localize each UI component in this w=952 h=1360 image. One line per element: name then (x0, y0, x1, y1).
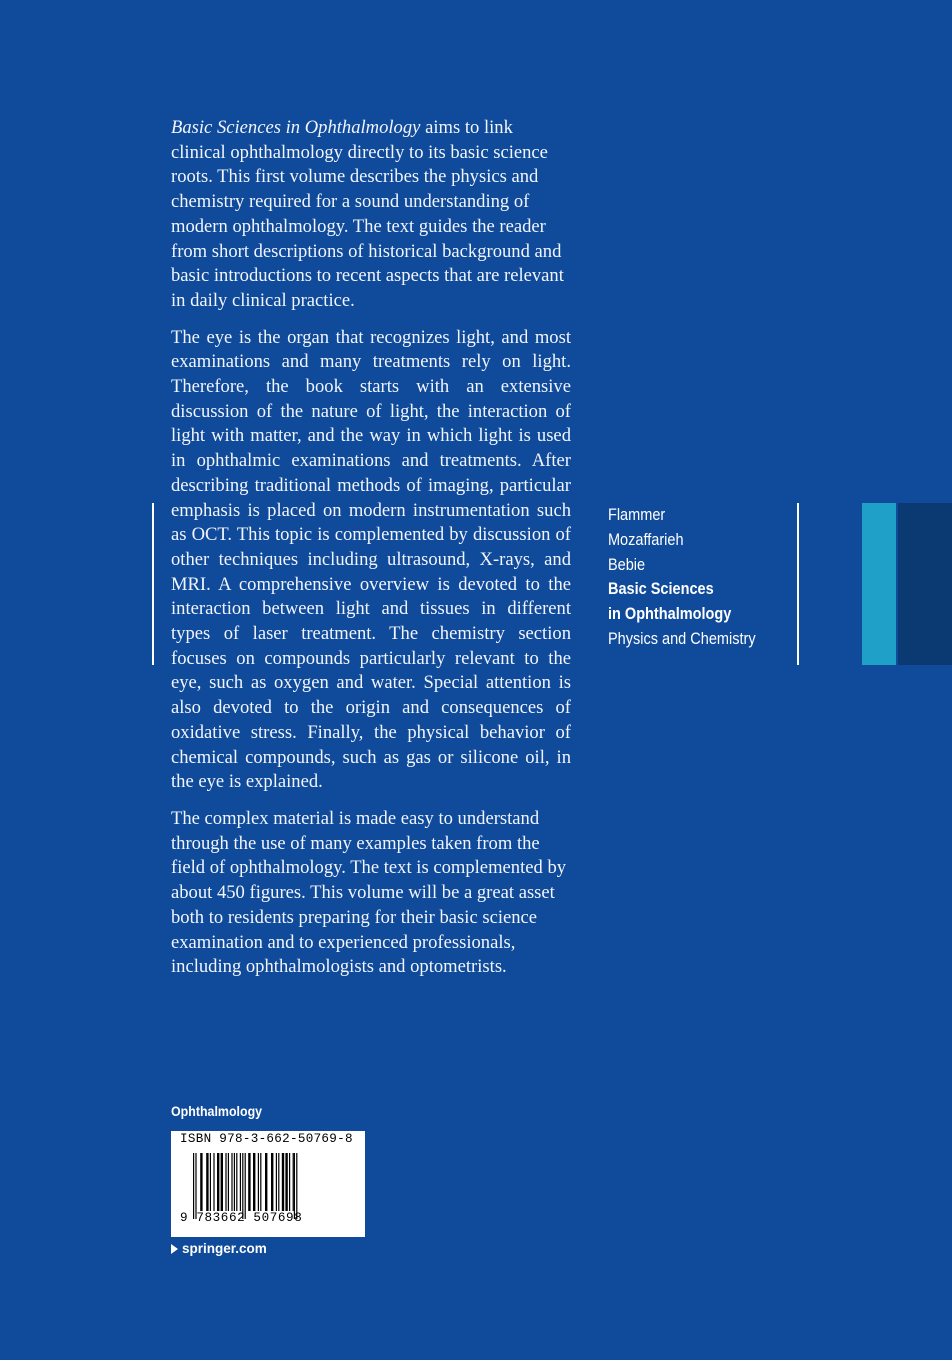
author-2: Mozaffarieh (607, 530, 684, 549)
book-subtitle: Physics and Chemistry (607, 629, 756, 648)
barcode-bar (206, 1153, 208, 1211)
accent-bar-cyan (862, 503, 896, 665)
barcode-bar (278, 1153, 279, 1211)
ean-digits: 9 783662 507698 (180, 1211, 303, 1225)
barcode-bar (234, 1153, 235, 1211)
blurb-paragraph-3: The complex material is made easy to understand through the use of many examples taken from the field of ophthalmology. The text is complemented by about 450 figures. This volume will be a great asset both to residents preparing for their basic science examination and to experienced professionals, including ophthalmologists and optometrists. (171, 807, 567, 978)
barcode-bar (282, 1153, 284, 1211)
barcode-guard (195, 1153, 196, 1219)
vertical-rule-left (152, 503, 154, 665)
arrow-right-icon (171, 1244, 178, 1254)
barcode-bar (217, 1153, 219, 1211)
barcode-bar (221, 1153, 223, 1211)
barcode-bars (191, 1153, 351, 1219)
book-title-line-2: in Ophthalmology (607, 605, 732, 624)
book-title-line-1: Basic Sciences (607, 580, 714, 599)
website-label: springer.com (182, 1241, 267, 1256)
book-title-italic: Basic Sciences in Ophthalmology (171, 117, 421, 138)
barcode-guard (193, 1153, 194, 1219)
blurb-paragraph-2: The eye is the organ that recognizes light, and most examinations and many treatments rely on light. Therefore, the book starts with an extensive discussion of the nature of light, the interaction of light with matter, and the way in which light is used in ophthalmic examinations and treatments. After describing traditional methods of imaging, particular emphasis is placed on modern instrumentation such as OCT. This topic is complemented by discussion of other techniques including ultrasound, X-rays, and MRI. A comprehensive overview is devoted to the interaction between light and tissues in different types of laser treatment. The chemistry section focuses on compounds particularly relevant to the eye, such as oxygen and water. Special attention is also devoted to the origin and consequences of oxidative stress. Finally, the physical behavior of chemical compounds, such as gas or silicone oil, in the eye is explained. (171, 326, 571, 793)
barcode-bar (293, 1153, 294, 1211)
barcode-bar (210, 1153, 211, 1211)
vertical-rule-right (797, 503, 799, 665)
barcode-guard (294, 1153, 295, 1219)
isbn-label: ISBN 978-3-662-50769-8 (180, 1132, 353, 1146)
barcode-bar (260, 1153, 261, 1211)
barcode-bar (236, 1153, 237, 1211)
barcode-guard (245, 1153, 246, 1219)
blurb-paragraph-1-text: aims to link clinical ophthalmology directly to its basic science roots. This first volume describes the physics and chemistry required for a sound understanding of modern ophthalmology. The text guides the reader from short descriptions of historical background and basic introductions to recent aspects that are relevant in daily clinical practice. (171, 117, 564, 311)
barcode-bar (253, 1153, 255, 1211)
barcode-guard (296, 1153, 297, 1219)
barcode-bar (265, 1153, 267, 1211)
barcode-bar (225, 1153, 226, 1211)
barcode-bar (289, 1153, 290, 1211)
back-cover-blurb (171, 116, 571, 992)
barcode-bar (213, 1153, 214, 1211)
barcode-bar (240, 1153, 241, 1211)
accent-bar-dark (898, 503, 952, 665)
barcode-bar (271, 1153, 273, 1211)
barcode (171, 1131, 365, 1237)
author-1: Flammer (607, 506, 666, 524)
title-panel (593, 503, 784, 652)
author-3: Bebie (607, 555, 646, 574)
barcode-guard (242, 1153, 243, 1219)
subject-category: Ophthalmology (171, 1104, 263, 1119)
barcode-bar (285, 1153, 287, 1211)
barcode-bar (276, 1153, 277, 1211)
barcode-bar (228, 1153, 229, 1211)
barcode-bar (200, 1153, 202, 1211)
barcode-bar (258, 1153, 259, 1211)
barcode-bar (231, 1153, 232, 1211)
blurb-paragraph-1 (171, 116, 571, 314)
website-link[interactable] (171, 1241, 267, 1256)
barcode-bar (248, 1153, 250, 1211)
